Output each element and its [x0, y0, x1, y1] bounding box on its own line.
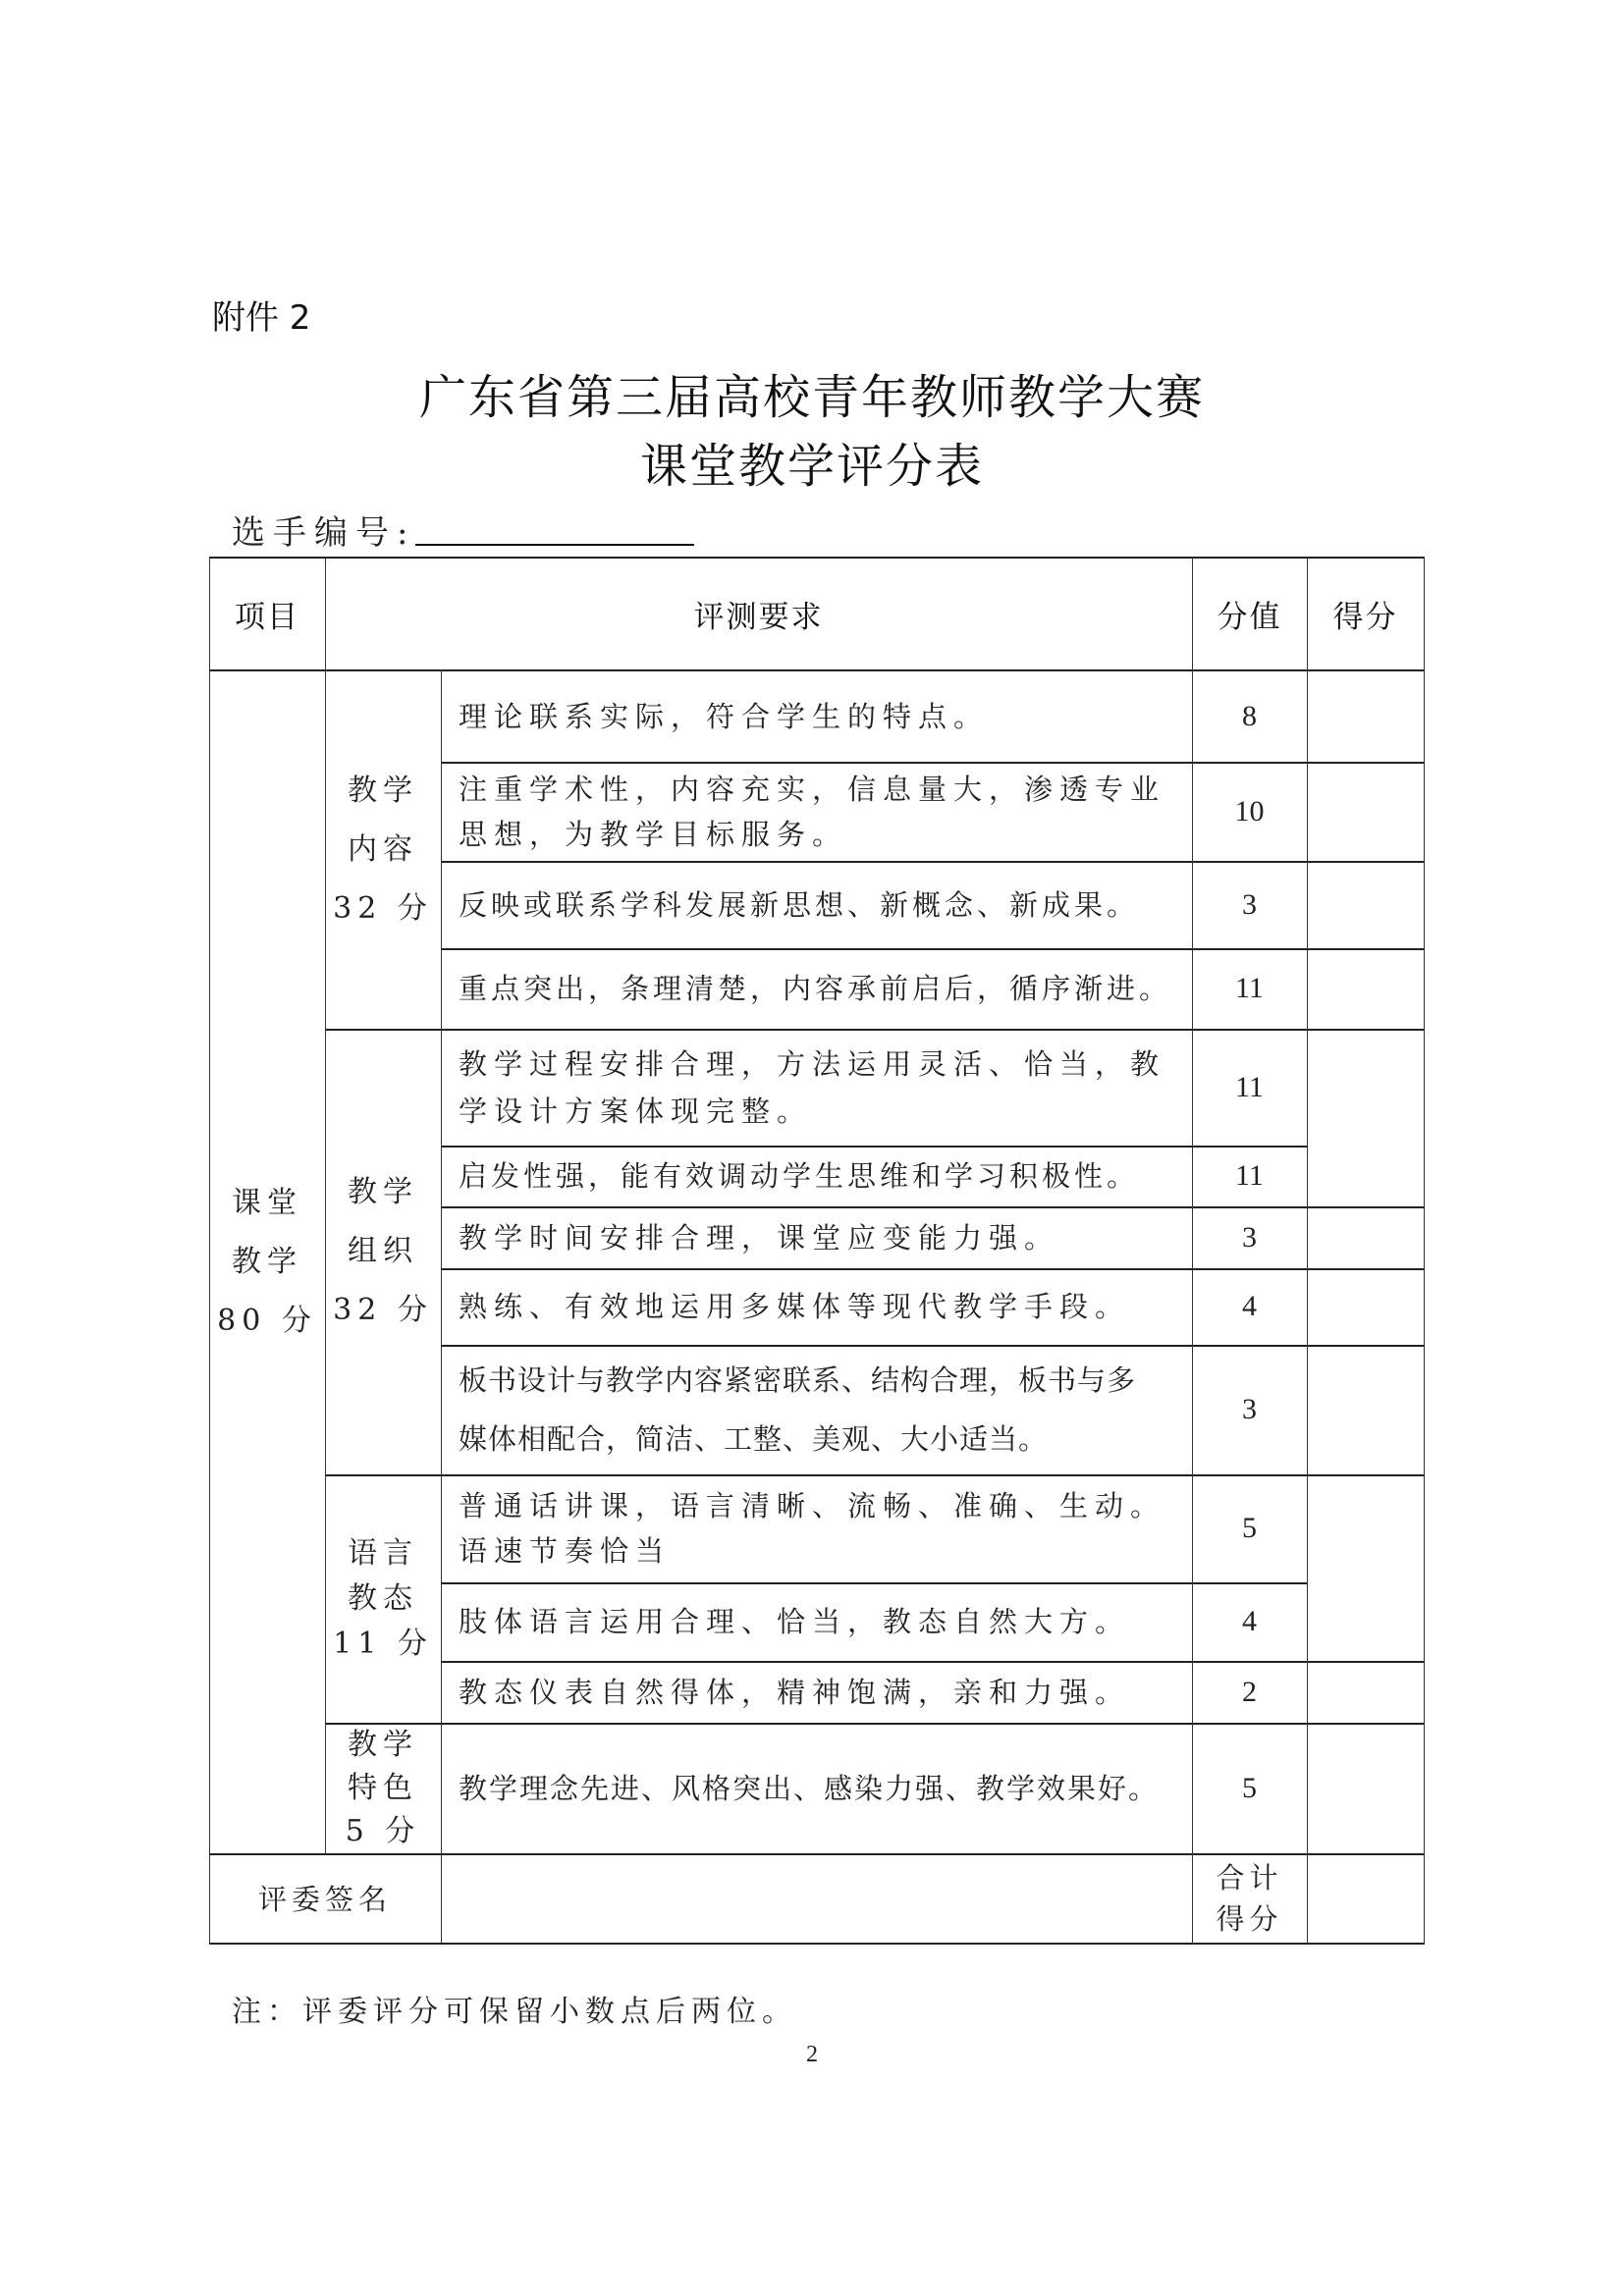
points-value: 3	[1242, 887, 1257, 921]
main-category-line2: 教学	[232, 1244, 302, 1279]
points-value: 5	[1242, 1771, 1257, 1804]
requirement-row-13	[441, 1723, 1192, 1853]
main-category-line3: 80 分	[217, 1303, 317, 1338]
group-line: 32 分	[333, 890, 433, 926]
judge-signature-field[interactable]	[442, 1855, 1191, 1942]
document-subtitle: 课堂教学评分表	[639, 439, 984, 494]
main-category-line1: 课堂	[232, 1185, 302, 1220]
header-points: 分值	[1217, 599, 1282, 635]
group-teaching-content	[325, 670, 441, 1029]
points-value: 5	[1242, 1512, 1257, 1544]
requirement-text: 学设计方案体现完整。	[459, 1094, 813, 1128]
requirement-row-11	[441, 1582, 1192, 1661]
contestant-number-underline-input[interactable]	[415, 544, 694, 546]
table-border-bottom	[209, 1943, 1425, 1945]
group-line: 教学	[348, 1727, 418, 1762]
points-value: 3	[1242, 1220, 1257, 1254]
group-line: 内容	[348, 831, 418, 867]
header-item: 项目	[235, 599, 299, 635]
group-line: 组织	[348, 1234, 418, 1268]
points-value: 3	[1242, 1393, 1257, 1425]
requirement-text: 注重学术性，内容充实，信息量大，渗透专业	[459, 772, 1166, 806]
requirement-text: 教学时间安排合理，课堂应变能力强。	[459, 1220, 1060, 1255]
requirement-text: 教学过程安排合理，方法运用灵活、恰当，教	[459, 1046, 1166, 1081]
score-input[interactable]	[1308, 1663, 1423, 1722]
group-teaching-organization	[325, 1029, 441, 1474]
score-input[interactable]	[1308, 863, 1423, 947]
table-border-right	[1424, 557, 1425, 1945]
group-line: 教学	[348, 773, 418, 808]
score-input[interactable]	[1308, 1725, 1423, 1852]
points-value: 11	[1235, 1070, 1264, 1103]
main-category	[209, 670, 325, 1853]
requirement-text: 普通话讲课，语言清晰、流畅、准确、生动。	[459, 1489, 1166, 1522]
requirement-text: 语速节奏恰当	[459, 1534, 672, 1568]
score-input[interactable]	[1308, 1208, 1423, 1267]
requirement-text: 肢体语言运用合理、恰当，教态自然大方。	[459, 1605, 1131, 1638]
total-label-line2: 得分	[1216, 1901, 1283, 1936]
document-title: 广东省第三届高校青年教师教学大赛	[418, 370, 1205, 425]
requirement-text: 思想，为教学目标服务。	[459, 817, 848, 851]
group-line: 教态	[348, 1580, 418, 1616]
score-input[interactable]	[1308, 764, 1423, 860]
score-input[interactable]	[1308, 1347, 1423, 1473]
header-requirement: 评测要求	[693, 599, 824, 635]
requirement-row-10	[441, 1474, 1192, 1582]
requirement-row-2	[441, 762, 1192, 861]
group-language-demeanor	[325, 1474, 441, 1723]
total-label-line1: 合计	[1216, 1860, 1283, 1895]
attachment-label: 附件 2	[212, 298, 311, 338]
requirement-row-4	[441, 948, 1192, 1029]
requirement-text: 媒体相配合，简洁、工整、美观、大小适当。	[459, 1422, 1049, 1456]
requirement-row-3	[441, 861, 1192, 948]
score-input[interactable]	[1308, 950, 1423, 1028]
total-score-input[interactable]	[1308, 1855, 1423, 1942]
score-input[interactable]	[1308, 1270, 1423, 1344]
requirement-text: 反映或联系学科发展新思想、新概念、新成果。	[459, 887, 1140, 922]
requirement-row-12	[441, 1661, 1192, 1723]
requirement-row-9	[441, 1345, 1192, 1474]
points-value: 4	[1242, 1605, 1257, 1637]
requirement-row-5	[441, 1029, 1192, 1146]
requirement-text: 启发性强，能有效调动学生思维和学习积极性。	[459, 1159, 1140, 1193]
score-input[interactable]	[1308, 671, 1423, 761]
requirement-row-7	[441, 1206, 1192, 1268]
contestant-number-label: 选手编号:	[232, 513, 416, 553]
requirement-text: 板书设计与教学内容紧密联系、结构合理，板书与多	[459, 1363, 1137, 1397]
requirement-text: 重点突出，条理清楚，内容承前启后，循序渐进。	[459, 972, 1172, 1005]
group-line: 32 分	[333, 1293, 433, 1327]
header-score: 得分	[1332, 599, 1398, 635]
requirement-row-8	[441, 1268, 1192, 1345]
requirement-text: 教学理念先进、风格突出、感染力强、教学效果好。	[459, 1771, 1160, 1805]
group-line: 5 分	[345, 1813, 421, 1848]
requirement-row-6	[441, 1146, 1192, 1206]
requirement-text: 教态仪表自然得体，精神饱满，亲和力强。	[459, 1675, 1131, 1709]
total-score-label	[1192, 1853, 1307, 1943]
footnote: 注：评委评分可保留小数点后两位。	[232, 1995, 797, 2029]
points-value: 10	[1234, 794, 1265, 828]
points-value: 11	[1235, 1159, 1264, 1192]
group-line: 特色	[348, 1770, 418, 1805]
requirement-row-1	[441, 670, 1192, 762]
group-line: 教学	[348, 1175, 418, 1209]
group-line: 语言	[348, 1535, 418, 1571]
points-value: 11	[1235, 972, 1264, 1004]
page-number: 2	[806, 2042, 818, 2067]
requirement-text: 理论联系实际，符合学生的特点。	[459, 699, 990, 733]
points-value: 4	[1242, 1290, 1257, 1322]
points-value: 2	[1242, 1675, 1257, 1708]
group-teaching-feature	[325, 1723, 441, 1853]
requirement-text: 熟练、有效地运用多媒体等现代教学手段。	[459, 1290, 1131, 1323]
score-input[interactable]	[1308, 1031, 1423, 1205]
score-input[interactable]	[1308, 1476, 1423, 1660]
judge-signature-label: 评委签名	[257, 1883, 392, 1916]
group-line: 11 分	[333, 1626, 433, 1661]
points-value: 8	[1242, 699, 1257, 732]
